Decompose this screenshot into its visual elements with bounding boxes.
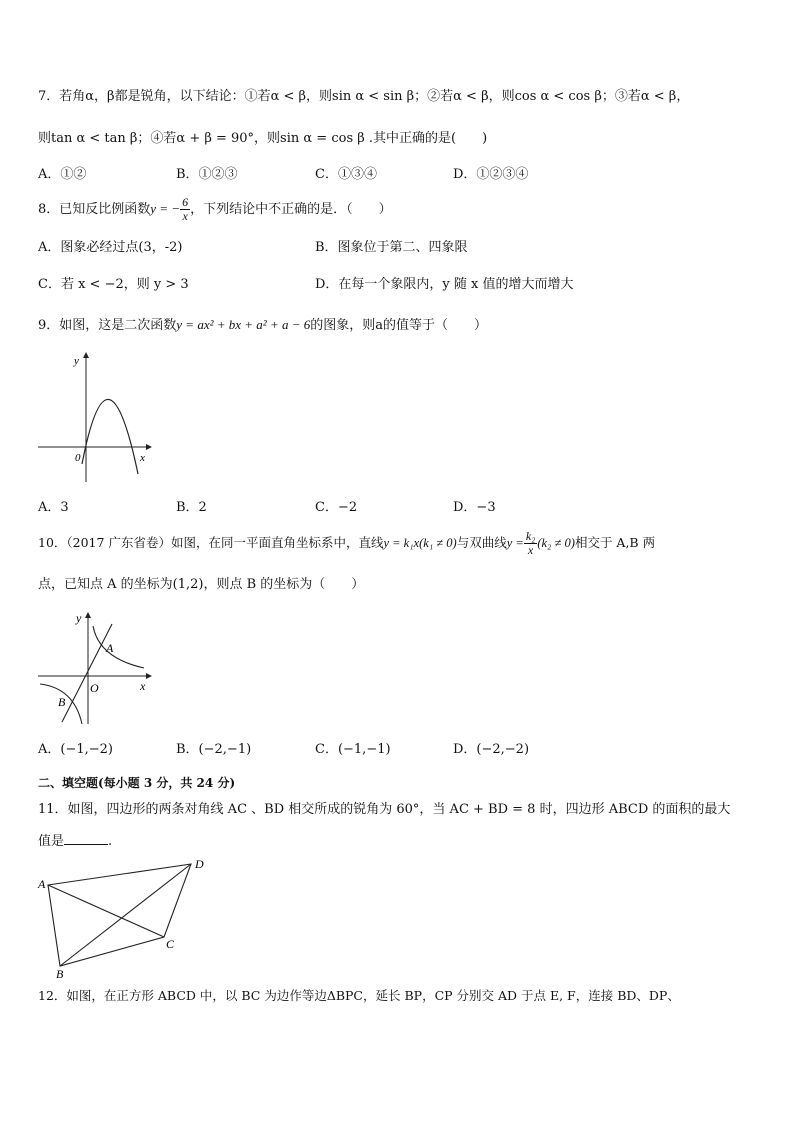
- q10-hyperbola-graph: [36, 608, 156, 728]
- q9-option-c: C．−2: [315, 500, 358, 515]
- q8-option-b: B．图象位于第二、四象限: [315, 240, 468, 255]
- q11-line2: [38, 832, 112, 851]
- q11-answer-blank: [64, 832, 108, 845]
- q9-parabola-curve: [82, 399, 138, 474]
- q9-prefix: 9．如图，这是二次函数: [38, 318, 177, 333]
- q8-fraction: [180, 196, 190, 223]
- q11-label-d: D: [195, 857, 204, 871]
- q11-diagonal-ac: [48, 885, 164, 937]
- q10-prefix: 10．（2017 广东省卷）如图，在同一平面直角坐标系中，直线: [38, 535, 384, 550]
- q11-line1: 11．如图，四边形的两条对角线 AC 、BD 相交所成的锐角为 60°，当 AC + BD = 8 时，四边形 ABCD 的面积的最大: [38, 802, 731, 817]
- q10-hyper-lhs: y =: [506, 536, 524, 550]
- q10-point-b-label: B: [58, 695, 66, 709]
- q10-option-b: B．(−2,−1): [176, 742, 252, 757]
- q10-option-c: C．(−1,−1): [315, 742, 391, 757]
- q10-hyper-den: x: [527, 543, 534, 557]
- q7-option-b: B．①②③: [176, 167, 238, 182]
- q9-option-b: B．2: [176, 500, 207, 515]
- q10-point-a-label: A: [106, 641, 114, 655]
- q10-straight-line: [62, 624, 112, 722]
- q7-option-d: D．①②③④: [453, 167, 529, 182]
- q11-line2-text: 值是: [38, 834, 65, 849]
- q9-x-label: x: [140, 452, 145, 464]
- q7-line2: 则tan α < tan β；④若α + β = 90°，则sin α = cos β .其中正确的是( ): [38, 131, 488, 146]
- q10-hyper-num: k₂: [525, 529, 536, 543]
- q10-x-arrow: [146, 673, 152, 679]
- q9-suffix: 的图象，则a的值等于（ ）: [310, 318, 488, 333]
- q9-y-arrow: [83, 352, 89, 358]
- q9-parabola-graph: [36, 348, 156, 488]
- q10-x-label: x: [140, 679, 146, 693]
- q9-option-a: A．3: [38, 500, 69, 515]
- q10-option-d: D．(−2,−2): [453, 742, 530, 757]
- q9-x-arrow: [146, 444, 152, 450]
- q10-option-a: A．(−1,−2): [38, 742, 113, 757]
- q11-quadrilateral-figure: [36, 852, 216, 980]
- q7-option-a: A．①②: [38, 167, 87, 182]
- q10-stem-line2: 点，已知点 A 的坐标为(1,2)，则点 B 的坐标为（ ）: [38, 577, 365, 592]
- q8-option-d: D．在每一个象限内，y 随 x 值的增大而增大: [315, 277, 574, 292]
- q11-label-c: C: [166, 937, 175, 951]
- q8-prefix: 8．已知反比例函数: [38, 202, 151, 217]
- q9-option-d: D．−3: [453, 500, 496, 515]
- q7-line1: 7．若角α，β都是锐角，以下结论：①若α < β，则sin α < sin β；②若α < β，则cos α < cos β；③若α < β，: [38, 89, 690, 104]
- q10-hyper-fraction: [524, 530, 538, 557]
- q9-formula: y = ax² + bx + a² + a − 6: [176, 317, 311, 332]
- q9-stem: [38, 316, 487, 335]
- q11-label-a: A: [38, 877, 46, 891]
- q10-mid: 与双曲线: [456, 535, 507, 550]
- q11-line2-end: .: [108, 834, 113, 849]
- q8-frac-den: x: [182, 209, 188, 223]
- q12-line1: 12．如图，在正方形 ABCD 中，以 BC 为边作等边ΔBPC，延长 BP，CP 分别交 AD 于点 E, F，连接 BD、DP、: [38, 988, 680, 1003]
- q10-y-label: y: [76, 611, 82, 625]
- q9-y-label: y: [74, 355, 79, 367]
- q8-suffix: ，下列结论中不正确的是．（ ）: [190, 202, 392, 217]
- q8-option-a: A．图象必经过点(3，-2): [38, 240, 183, 255]
- section-heading-fill-in: 二、填空题(每小题 3 分，共 24 分): [38, 776, 236, 790]
- q8-func-lhs: y = −: [150, 201, 181, 216]
- q10-line-eq: y = k₁x(k₁ ≠ 0): [383, 536, 457, 550]
- q9-origin-label: 0: [75, 452, 81, 464]
- q10-origin-label: O: [90, 681, 99, 695]
- q10-y-arrow: [85, 612, 91, 618]
- q11-label-b: B: [56, 967, 64, 980]
- q8-option-c: C．若 x < −2，则 y > 3: [38, 277, 189, 292]
- q10-suffix: 相交于 A,B 两: [574, 535, 656, 550]
- q7-option-c: C．①③④: [315, 167, 377, 182]
- q8-frac-num: 6: [182, 195, 189, 209]
- q10-stem-line1: [38, 526, 655, 560]
- q10-hyper-cond: (k₂ ≠ 0): [537, 536, 575, 550]
- q8-stem: [38, 194, 392, 225]
